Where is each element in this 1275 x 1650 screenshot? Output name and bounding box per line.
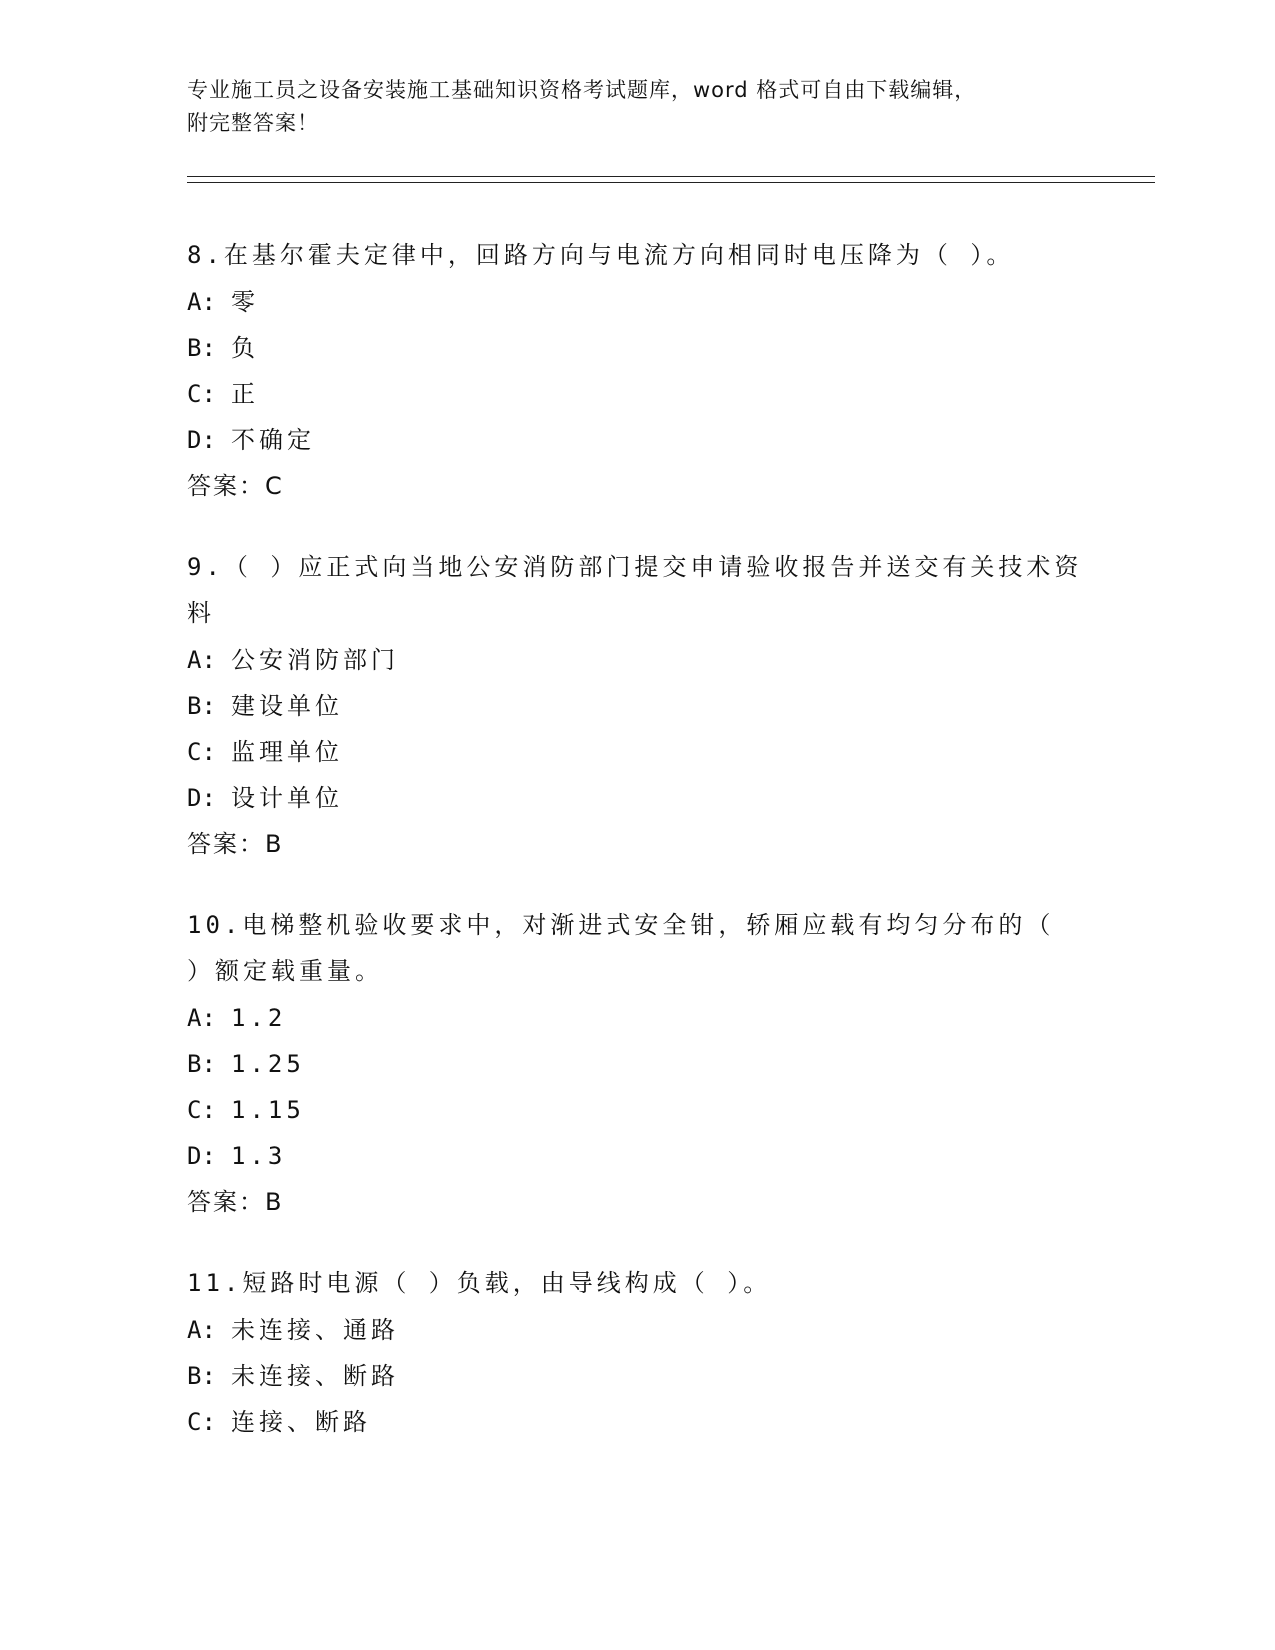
option-letter: A: <box>187 1316 216 1344</box>
option-d <box>187 417 1087 463</box>
question-list <box>187 232 1087 1480</box>
option-d <box>187 775 1087 821</box>
option-letter: B: <box>187 1050 216 1078</box>
option-text: 不确定 <box>231 426 315 454</box>
option-letter: C: <box>187 1408 216 1436</box>
header-line-1: 专业施工员之设备安装施工基础知识资格考试题库，word 格式可自由下载编辑， <box>187 78 977 102</box>
option-text: 1.3 <box>231 1142 287 1170</box>
option-c <box>187 1399 1087 1445</box>
question-stem: 9.（ ）应正式向当地公安消防部门提交申请验收报告并送交有关技术资料 <box>187 553 1083 627</box>
option-b <box>187 1353 1087 1399</box>
option-letter: D: <box>187 784 216 812</box>
option-letter: C: <box>187 1096 216 1124</box>
option-letter: B: <box>187 692 216 720</box>
option-text: 1.2 <box>231 1004 287 1032</box>
option-b <box>187 325 1087 371</box>
option-text: 零 <box>231 288 259 316</box>
header-divider-bottom <box>187 182 1155 183</box>
option-text: 正 <box>231 380 259 408</box>
option-letter: B: <box>187 334 216 362</box>
option-letter: D: <box>187 1142 216 1170</box>
option-c <box>187 729 1087 775</box>
option-text: 建设单位 <box>231 692 343 720</box>
header-line-2: 附完整答案！ <box>187 111 319 135</box>
option-a <box>187 637 1087 683</box>
option-letter: B: <box>187 1362 216 1390</box>
option-text: 未连接、通路 <box>231 1316 399 1344</box>
document-header <box>187 74 1087 140</box>
option-a <box>187 1307 1087 1353</box>
option-text: 监理单位 <box>231 738 343 766</box>
option-text: 负 <box>231 334 259 362</box>
option-a <box>187 279 1087 325</box>
answer-line: 答案：B <box>187 830 284 858</box>
option-d <box>187 1133 1087 1179</box>
question-9 <box>187 544 1087 867</box>
option-letter: A: <box>187 1004 216 1032</box>
option-text: 1.25 <box>231 1050 305 1078</box>
question-stem: 10.电梯整机验收要求中，对渐进式安全钳，轿厢应载有均匀分布的（ ）额定载重量。 <box>187 911 1055 985</box>
option-letter: A: <box>187 646 216 674</box>
option-letter: D: <box>187 426 216 454</box>
question-8 <box>187 232 1087 509</box>
option-c <box>187 371 1087 417</box>
option-letter: A: <box>187 288 216 316</box>
option-c <box>187 1087 1087 1133</box>
question-stem: 11.短路时电源（ ）负载，由导线构成（ ）。 <box>187 1269 772 1297</box>
option-text: 设计单位 <box>231 784 343 812</box>
option-letter: C: <box>187 380 216 408</box>
option-text: 1.15 <box>231 1096 305 1124</box>
question-11 <box>187 1260 1087 1445</box>
question-stem: 8.在基尔霍夫定律中，回路方向与电流方向相同时电压降为（ ）。 <box>187 241 1015 269</box>
option-text: 连接、断路 <box>231 1408 371 1436</box>
option-text: 公安消防部门 <box>231 646 399 674</box>
option-text: 未连接、断路 <box>231 1362 399 1390</box>
option-b <box>187 683 1087 729</box>
answer-line: 答案：C <box>187 472 284 500</box>
question-10 <box>187 902 1087 1225</box>
answer-line: 答案：B <box>187 1188 284 1216</box>
option-b <box>187 1041 1087 1087</box>
option-a <box>187 995 1087 1041</box>
header-divider-top <box>187 176 1155 177</box>
option-letter: C: <box>187 738 216 766</box>
